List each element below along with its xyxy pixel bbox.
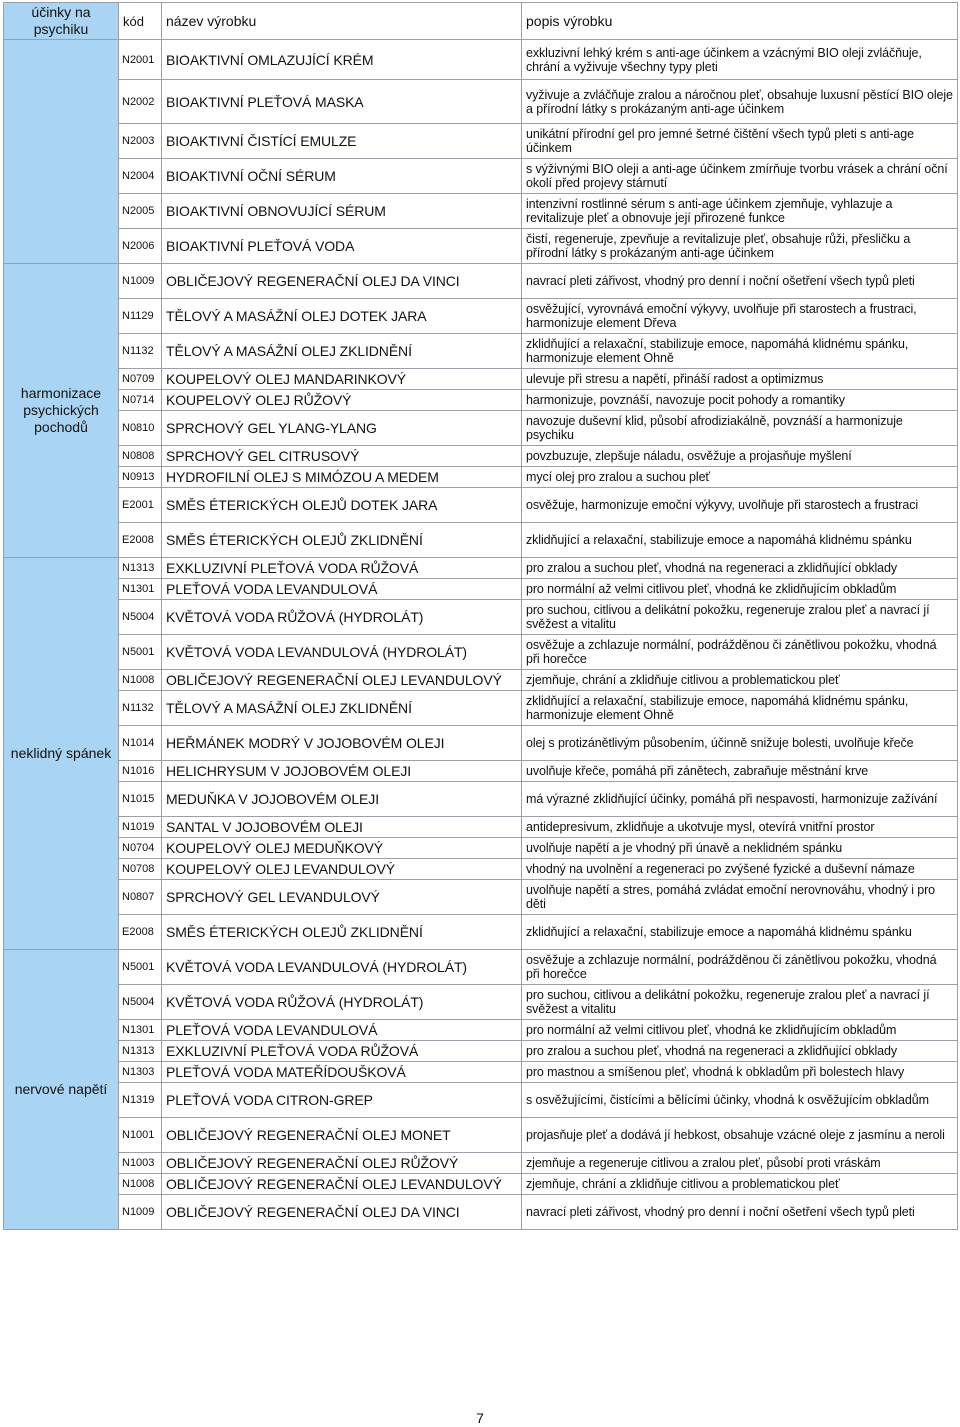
product-description: osvěžuje, harmonizuje emoční výkyvy, uvolňuje při starostech a frustraci [522,488,958,523]
product-name: BIOAKTIVNÍ OBNOVUJÍCÍ SÉRUM [162,194,522,229]
product-description: zjemňuje, chrání a zklidňuje citlivou a problematickou pleť [522,1174,958,1195]
effect-column-header: účinky na psychiku [4,3,119,40]
product-name: TĚLOVÝ A MASÁŽNÍ OLEJ DOTEK JARA [162,299,522,334]
table-row [4,40,958,80]
table-row [4,859,958,880]
table-row [4,985,958,1020]
product-name: HYDROFILNÍ OLEJ S MIMÓZOU A MEDEM [162,467,522,488]
product-description: pro zralou a suchou pleť, vhodná na regeneraci a zklidňující obklady [522,1041,958,1062]
table-row [4,817,958,838]
product-name: HEŘMÁNEK MODRÝ V JOJOBOVÉM OLEJI [162,726,522,761]
product-name: OBLIČEJOVÝ REGENERAČNÍ OLEJ LEVANDULOVÝ [162,670,522,691]
product-name: HELICHRYSUM V JOJOBOVÉM OLEJI [162,761,522,782]
table-row [4,691,958,726]
product-code: N2005 [119,194,162,229]
product-code: N1313 [119,558,162,579]
product-code: E2008 [119,915,162,950]
product-code: N0708 [119,859,162,880]
table-row [4,523,958,558]
product-code: N5004 [119,985,162,1020]
product-name: EXKLUZIVNÍ PLEŤOVÁ VODA RŮŽOVÁ [162,1041,522,1062]
product-code: N1003 [119,1153,162,1174]
product-code: E2001 [119,488,162,523]
table-row [4,579,958,600]
product-description: projasňuje pleť a dodává jí hebkost, obsahuje vzácné oleje z jasmínu a neroli [522,1118,958,1153]
product-name: PLEŤOVÁ VODA LEVANDULOVÁ [162,579,522,600]
effect-category-cell: nervové napětí [4,950,119,1230]
product-code: N0810 [119,411,162,446]
product-code: N5001 [119,950,162,985]
product-code: N1019 [119,817,162,838]
product-code: N1008 [119,1174,162,1195]
product-name: TĚLOVÝ A MASÁŽNÍ OLEJ ZKLIDNĚNÍ [162,334,522,369]
table-row [4,411,958,446]
product-name: BIOAKTIVNÍ OMLAZUJÍCÍ KRÉM [162,40,522,80]
product-description: intenzivní rostlinné sérum s anti-age účinkem zjemňuje, vyhlazuje a revitalizuje pleť a obnovuje její přirozené funkce [522,194,958,229]
product-code: N2001 [119,40,162,80]
table-row [4,1195,958,1230]
product-name: TĚLOVÝ A MASÁŽNÍ OLEJ ZKLIDNĚNÍ [162,691,522,726]
product-code: N0913 [119,467,162,488]
product-description: pro suchou, citlivou a delikátní pokožku, regeneruje zralou pleť a navrací jí svěžest a vitalitu [522,600,958,635]
product-name: MEDUŇKA V JOJOBOVÉM OLEJI [162,782,522,817]
table-row [4,1153,958,1174]
product-description: zjemňuje a regeneruje citlivou a zralou pleť, působí proti vráskám [522,1153,958,1174]
product-code: N2002 [119,80,162,124]
table-row [4,229,958,264]
product-code: N5001 [119,635,162,670]
product-description: zklidňující a relaxační, stabilizuje emoce, napomáhá klidnému spánku, harmonizuje element Ohně [522,334,958,369]
product-description: zklidňující a relaxační, stabilizuje emoce, napomáhá klidnému spánku, harmonizuje element Ohně [522,691,958,726]
product-name: SMĚS ÉTERICKÝCH OLEJŮ ZKLIDNĚNÍ [162,523,522,558]
product-description: navrací pleti zářivost, vhodný pro denní i noční ošetření všech typů pleti [522,1195,958,1230]
product-name: SPRCHOVÝ GEL CITRUSOVÝ [162,446,522,467]
product-name: KVĚTOVÁ VODA LEVANDULOVÁ (HYDROLÁT) [162,635,522,670]
table-header-row [4,3,958,40]
product-description: osvěžující, vyrovnává emoční výkyvy, uvolňuje při starostech a frustraci, harmonizuje element Dřeva [522,299,958,334]
product-code: N1129 [119,299,162,334]
product-description: s osvěžujícími, čistícími a bělícími účinky, vhodná k osvěžujícím obkladům [522,1083,958,1118]
table-row [4,194,958,229]
table-row [4,1118,958,1153]
product-code: N5004 [119,600,162,635]
product-code: N1008 [119,670,162,691]
product-code: N1015 [119,782,162,817]
table-row [4,1020,958,1041]
product-description: antidepresivum, zklidňuje a ukotvuje mysl, otevírá vnitřní prostor [522,817,958,838]
product-table [3,2,958,1230]
table-row [4,264,958,299]
product-code: N2006 [119,229,162,264]
product-name: KOUPELOVÝ OLEJ MANDARINKOVÝ [162,369,522,390]
product-description: uvolňuje napětí a je vhodný při únavě a neklidném spánku [522,838,958,859]
product-code: N1016 [119,761,162,782]
product-description: osvěžuje a zchlazuje normální, podrážděnou či zánětlivou pokožku, vhodná při horečce [522,950,958,985]
product-name: KOUPELOVÝ OLEJ LEVANDULOVÝ [162,859,522,880]
table-row [4,390,958,411]
product-name: BIOAKTIVNÍ ČISTÍCÍ EMULZE [162,124,522,159]
product-name: EXKLUZIVNÍ PLEŤOVÁ VODA RŮŽOVÁ [162,558,522,579]
product-code: N0709 [119,369,162,390]
product-description: mycí olej pro zralou a suchou pleť [522,467,958,488]
table-row [4,635,958,670]
table-row [4,915,958,950]
description-column-header: popis výrobku [522,3,958,40]
product-description: s výživnými BIO oleji a anti-age účinkem zmírňuje tvorbu vrásek a chrání oční okolí před projevy stárnutí [522,159,958,194]
table-row [4,1062,958,1083]
product-code: N0714 [119,390,162,411]
table-row [4,950,958,985]
table-row [4,726,958,761]
product-code: N1132 [119,334,162,369]
product-description: exkluzivní lehký krém s anti-age účinkem a vzácnými BIO oleji zvláčňuje, chrání a vyživuje všechny typy pleti [522,40,958,80]
product-code: N1014 [119,726,162,761]
product-name: KOUPELOVÝ OLEJ RŮŽOVÝ [162,390,522,411]
table-row [4,558,958,579]
product-description: zklidňující a relaxační, stabilizuje emoce a napomáhá klidnému spánku [522,523,958,558]
product-description: vyživuje a zvláčňuje zralou a náročnou pleť, obsahuje luxusní pěstící BIO oleje a přírodní látky s prokázaným anti-age účinkem [522,80,958,124]
effect-category-cell: harmonizace psychických pochodů [4,264,119,558]
product-description: pro zralou a suchou pleť, vhodná na regeneraci a zklidňující obklady [522,558,958,579]
product-code: N1132 [119,691,162,726]
product-code: N1301 [119,1020,162,1041]
table-row [4,446,958,467]
table-row [4,80,958,124]
product-description: olej s protizánětlivým působením, účinně snižuje bolesti, uvolňuje křeče [522,726,958,761]
table-row [4,1083,958,1118]
table-row [4,1174,958,1195]
table-row [4,761,958,782]
page-number: 7 [476,1410,484,1426]
product-name: SMĚS ÉTERICKÝCH OLEJŮ DOTEK JARA [162,488,522,523]
product-description: uvolňuje napětí a stres, pomáhá zvládat emoční nerovnováhu, vhodný i pro děti [522,880,958,915]
product-name: KVĚTOVÁ VODA RŮŽOVÁ (HYDROLÁT) [162,985,522,1020]
table-row [4,334,958,369]
product-code: N1301 [119,579,162,600]
table-body [4,40,958,1230]
product-description: zjemňuje, chrání a zklidňuje citlivou a problematickou pleť [522,670,958,691]
product-description: navozuje duševní klid, působí afrodiziakálně, povznáší a harmonizuje psychiku [522,411,958,446]
product-name: BIOAKTIVNÍ PLEŤOVÁ VODA [162,229,522,264]
product-description: uvolňuje křeče, pomáhá při zánětech, zabraňuje městnání krve [522,761,958,782]
product-code: N1313 [119,1041,162,1062]
product-description: pro suchou, citlivou a delikátní pokožku, regeneruje zralou pleť a navrací jí svěžest a vitalitu [522,985,958,1020]
product-code: N1319 [119,1083,162,1118]
table-row [4,670,958,691]
product-name: BIOAKTIVNÍ OČNÍ SÉRUM [162,159,522,194]
product-description: čistí, regeneruje, zpevňuje a revitalizuje pleť, obsahuje růži, přesličku a přírodní látky s prokázaným anti-age účinkem [522,229,958,264]
table-row [4,1041,958,1062]
product-description: osvěžuje a zchlazuje normální, podrážděnou či zánětlivou pokožku, vhodná při horečce [522,635,958,670]
product-code: N2004 [119,159,162,194]
table-row [4,782,958,817]
product-name: PLEŤOVÁ VODA LEVANDULOVÁ [162,1020,522,1041]
product-description: má výrazné zklidňující účinky, pomáhá při nespavosti, harmonizuje zažívání [522,782,958,817]
product-sheet [3,2,957,1230]
product-code: N1303 [119,1062,162,1083]
table-row [4,159,958,194]
product-code: N2003 [119,124,162,159]
product-name: BIOAKTIVNÍ PLEŤOVÁ MASKA [162,80,522,124]
product-description: povzbuzuje, zlepšuje náladu, osvěžuje a projasňuje myšlení [522,446,958,467]
product-description: unikátní přírodní gel pro jemné šetrné čištění všech typů pleti s anti-age účinkem [522,124,958,159]
product-name: SPRCHOVÝ GEL LEVANDULOVÝ [162,880,522,915]
table-row [4,467,958,488]
product-name: OBLIČEJOVÝ REGENERAČNÍ OLEJ MONET [162,1118,522,1153]
product-name: SANTAL V JOJOBOVÉM OLEJI [162,817,522,838]
product-code: E2008 [119,523,162,558]
product-name: OBLIČEJOVÝ REGENERAČNÍ OLEJ DA VINCI [162,1195,522,1230]
product-name: KVĚTOVÁ VODA LEVANDULOVÁ (HYDROLÁT) [162,950,522,985]
table-row [4,299,958,334]
product-name: PLEŤOVÁ VODA CITRON-GREP [162,1083,522,1118]
table-row [4,880,958,915]
product-name: OBLIČEJOVÝ REGENERAČNÍ OLEJ LEVANDULOVÝ [162,1174,522,1195]
product-code: N1009 [119,1195,162,1230]
product-description: navrací pleti zářivost, vhodný pro denní i noční ošetření všech typů pleti [522,264,958,299]
product-description: ulevuje při stresu a napětí, přináší radost a optimizmus [522,369,958,390]
table-row [4,124,958,159]
product-description: vhodný na uvolnění a regeneraci po zvýšené fyzické a duševní námaze [522,859,958,880]
table-row [4,838,958,859]
product-code: N0704 [119,838,162,859]
product-code: N1009 [119,264,162,299]
table-row [4,488,958,523]
product-description: harmonizuje, povznáší, navozuje pocit pohody a romantiky [522,390,958,411]
product-name: PLEŤOVÁ VODA MATEŘÍDOUŠKOVÁ [162,1062,522,1083]
effect-category-cell [4,40,119,264]
product-description: pro normální až velmi citlivou pleť, vhodná ke zklidňujícím obkladům [522,1020,958,1041]
table-row [4,369,958,390]
product-name: KOUPELOVÝ OLEJ MEDUŇKOVÝ [162,838,522,859]
product-name: SPRCHOVÝ GEL YLANG-YLANG [162,411,522,446]
product-name: SMĚS ÉTERICKÝCH OLEJŮ ZKLIDNĚNÍ [162,915,522,950]
effect-category-cell: neklidný spánek [4,558,119,950]
product-name: OBLIČEJOVÝ REGENERAČNÍ OLEJ DA VINCI [162,264,522,299]
product-name: OBLIČEJOVÝ REGENERAČNÍ OLEJ RŮŽOVÝ [162,1153,522,1174]
product-code: N0808 [119,446,162,467]
table-row [4,600,958,635]
product-name: KVĚTOVÁ VODA RŮŽOVÁ (HYDROLÁT) [162,600,522,635]
product-code: N1001 [119,1118,162,1153]
name-column-header: název výrobku [162,3,522,40]
product-description: pro normální až velmi citlivou pleť, vhodná ke zklidňujícím obkladům [522,579,958,600]
code-column-header: kód [119,3,162,40]
product-description: pro mastnou a smíšenou pleť, vhodná k obkladům při bolestech hlavy [522,1062,958,1083]
product-code: N0807 [119,880,162,915]
product-description: zklidňující a relaxační, stabilizuje emoce a napomáhá klidnému spánku [522,915,958,950]
